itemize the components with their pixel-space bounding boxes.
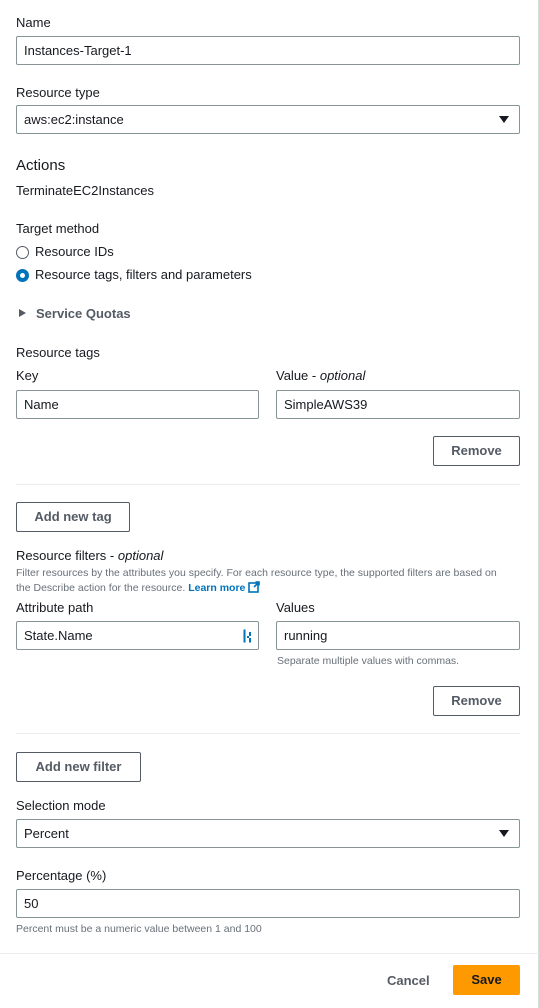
radio-resource-ids[interactable] (16, 246, 29, 259)
add-new-tag-button[interactable]: Add new tag (16, 502, 130, 532)
resource-filters-heading-optional: optional (117, 548, 164, 563)
resource-tags-heading: Resource tags (16, 345, 100, 360)
tag-value-input[interactable]: SimpleAWS39 (276, 390, 520, 419)
value-label-optional: optional (319, 368, 366, 383)
percentage-hint: Percent must be a numeric value between 1 and 100 (16, 923, 262, 935)
selection-mode-select[interactable] (16, 819, 520, 848)
percentage-input[interactable]: 50 (16, 889, 520, 918)
resource-type-value: aws:ec2:instance (24, 112, 124, 127)
caret-down-icon (499, 830, 509, 837)
value-label-main: Value - (276, 368, 320, 383)
external-link-icon[interactable] (248, 581, 260, 593)
filters-divider (16, 733, 520, 734)
add-new-filter-button[interactable]: Add new filter (16, 752, 141, 782)
footer-divider (0, 953, 539, 954)
save-button[interactable]: Save (453, 965, 520, 995)
remove-tag-button[interactable]: Remove (433, 436, 520, 466)
name-input[interactable]: Instances-Target-1 (16, 36, 520, 65)
actions-heading: Actions (16, 157, 66, 174)
cancel-button[interactable]: Cancel (387, 973, 430, 988)
learn-more-link[interactable]: Learn more (188, 582, 246, 594)
key-label: Key (16, 368, 39, 383)
resource-filters-heading-main: Resource filters - (16, 548, 118, 563)
selection-mode-label: Selection mode (16, 798, 106, 813)
attribute-path-input[interactable] (16, 621, 259, 650)
description-text: the Describe action for the resource. (16, 582, 186, 594)
selection-mode-value: Percent (24, 826, 69, 841)
resource-type-label: Resource type (16, 85, 100, 100)
name-label: Name (16, 15, 51, 30)
caret-down-icon (499, 116, 509, 123)
radio-resource-ids-label[interactable]: Resource IDs (35, 244, 114, 259)
values-hint: Separate multiple values with commas. (277, 655, 460, 667)
attribute-path-label: Attribute path (16, 600, 94, 615)
resource-type-select[interactable] (16, 105, 520, 134)
value-label (276, 368, 365, 383)
resource-filters-heading (16, 548, 163, 563)
tag-key-input[interactable]: Name (16, 390, 259, 419)
radio-resource-tags[interactable] (16, 269, 29, 282)
attribute-picker-icon[interactable] (243, 629, 253, 643)
values-label: Values (276, 600, 315, 615)
tags-divider (16, 484, 520, 485)
remove-filter-button[interactable]: Remove (433, 686, 520, 716)
target-method-label: Target method (16, 221, 100, 236)
actions-value: TerminateEC2Instances (16, 183, 155, 198)
attribute-path-value: State.Name (24, 628, 93, 643)
radio-resource-tags-label[interactable]: Resource tags, filters and parameters (35, 267, 252, 282)
caret-right-icon[interactable] (19, 309, 26, 317)
resource-filters-description-2 (16, 581, 260, 594)
percentage-label: Percentage (%) (16, 868, 107, 883)
filter-values-input[interactable]: running (276, 621, 520, 650)
resource-filters-description-1: Filter resources by the attributes you specify. For each resource type, the supported filters are based on (16, 567, 497, 579)
service-quotas-toggle[interactable]: Service Quotas (36, 306, 131, 321)
